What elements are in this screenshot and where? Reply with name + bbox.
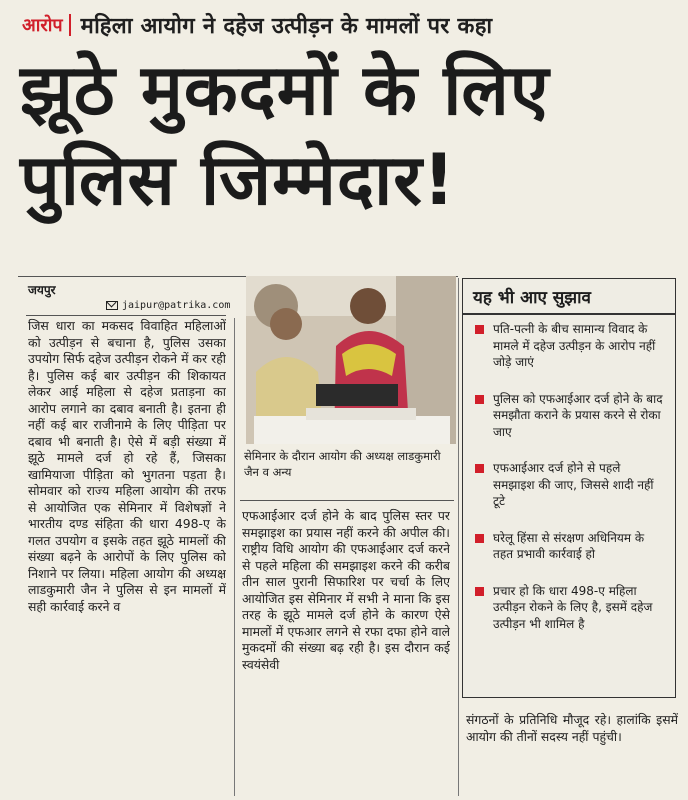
seminar-photo bbox=[246, 276, 456, 444]
caption-rule bbox=[240, 500, 454, 501]
headline-line-1: झूठे मुकदमों के लिए bbox=[20, 49, 550, 131]
article-column-3: संगठनों के प्रतिनिधि मौजूद रहे। हालांकि इसमें आयोग की तीनों सदस्य नहीं पहुंची। bbox=[466, 712, 678, 744]
headline-line-2: पुलिस जिम्मेदार! bbox=[20, 139, 456, 221]
suggestion-text: प्रचार हो कि धारा 498-ए महिला उत्पीड़न रोकने के लिए है, इसमें दहेज उत्पीड़न भी शामिल है bbox=[493, 583, 653, 631]
dateline: जयपुर bbox=[28, 283, 56, 297]
column-divider bbox=[234, 318, 235, 796]
mail-icon bbox=[106, 301, 118, 310]
suggestion-item bbox=[475, 321, 665, 371]
suggestion-item bbox=[475, 460, 665, 510]
headline bbox=[20, 46, 670, 226]
article-column-2: एफआईआर दर्ज होने के बाद पुलिस स्तर पर समझाइश का प्रयास नहीं करने की अपील की। राष्ट्रीय विधि आयोग की एफआईआर दर्ज करने से पहले महिला की समझाइश करने की करीब तीन साल पुरानी सिफारिश पर चर्चा के लिए आयोजित इस सेमिनार में सभी ने माना कि इस तरह के झूठे मामले दर्ज होने के कारण ऐसे मामलों में एफआर लगने से रफा दफा होने वाले मुकदमों की संख्या बढ़ रही है। इस दौरान कई स्वयंसेवी bbox=[242, 508, 450, 672]
suggestions-title: यह भी आए सुझाव bbox=[463, 279, 675, 315]
article-column-1: जिस धारा का मकसद विवाहित महिलाओं को उत्पीड़न से बचाना है, पुलिस उसका उपयोग सिर्फ दहेज उत्पीड़न रोकने में कर रही है। पुलिस कई बार उत्पीड़न की शिकायत लेकर आई महिला से दहेज प्रताड़ना का आरोप लगाने का दबाव बनाती है। इतना ही नहीं कई बार राजीनामे के लिए पीड़िता पर दबाव भी बनाती है। ऐसे में बड़ी संख्या में झूठे मामले दर्ज हो रहे हैं, जिसका खामियाजा पीड़िता को भुगतना पड़ता है। सोमवार को राज्य महिला आयोग की तरफ से आयोजित एक सेमिनार में विशेषज्ञों ने भारतीय दण्ड संहिता की धारा 498-ए के गलत उपयोग व इसके तहत झूठे मामलों की संख्या बढ़ने के आरोपों के लिए पुलिस को निशाने पर लिया। महिला आयोग की अध्यक्ष लाडकुमारी जैन ने पुलिस से इन मामलों में सही कार्रवाई करने व bbox=[28, 318, 226, 614]
suggestion-item bbox=[475, 391, 665, 441]
photo-illustration bbox=[246, 276, 456, 444]
kicker-tag: आरोप bbox=[22, 15, 63, 36]
suggestion-text: घरेलू हिंसा से संरक्षण अधिनियम के तहत प्रभावी कार्रवाई हो bbox=[493, 530, 645, 561]
kicker bbox=[22, 8, 672, 42]
suggestion-text: पति-पत्नी के बीच सामान्य विवाद के मामले में दहेज उत्पीड़न के आरोप नहीं जोड़े जाएं bbox=[493, 322, 656, 369]
suggestions-list bbox=[463, 315, 675, 632]
byline-email bbox=[106, 300, 230, 311]
square-bullet-icon bbox=[475, 464, 484, 473]
square-bullet-icon bbox=[475, 534, 484, 543]
square-bullet-icon bbox=[475, 395, 484, 404]
kicker-text: महिला आयोग ने दहेज उत्पीड़न के मामलों पर कहा bbox=[80, 14, 493, 39]
suggestion-text: एफआईआर दर्ज होने से पहले समझाइश की जाए, जिससे शादी नहीं टूटे bbox=[493, 461, 654, 508]
suggestions-box bbox=[462, 278, 676, 698]
suggestion-item bbox=[475, 530, 665, 563]
kicker-divider bbox=[69, 14, 71, 36]
suggestion-item bbox=[475, 583, 665, 633]
square-bullet-icon bbox=[475, 587, 484, 596]
column-divider-2 bbox=[458, 278, 459, 796]
square-bullet-icon bbox=[475, 325, 484, 334]
byline-rule bbox=[26, 315, 226, 316]
photo-caption: सेमिनार के दौरान आयोग की अध्यक्ष लाडकुमारी जैन व अन्य bbox=[244, 449, 441, 479]
email-text: jaipur@patrika.com bbox=[122, 300, 231, 311]
suggestion-text: पुलिस को एफआईआर दर्ज होने के बाद समझौता कराने के प्रयास करने से रोका जाए bbox=[493, 391, 663, 439]
